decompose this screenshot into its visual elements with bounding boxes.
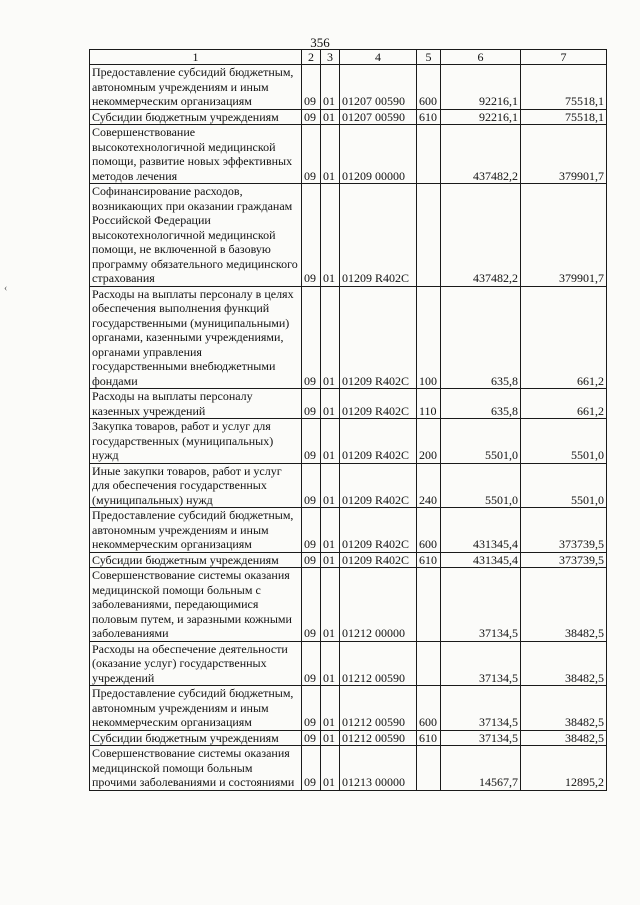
header-cell: 1	[90, 50, 302, 65]
target-item-cell: 01207 00590	[340, 109, 417, 125]
scan-mark: ‹	[4, 283, 8, 294]
section-code-cell: 09	[302, 463, 321, 508]
row-name-cell: Совершенствование системы оказания медицинской помощи больным прочими заболеваниями и состояниями	[90, 746, 302, 791]
section-code-cell: 09	[302, 568, 321, 642]
section-code-cell: 09	[302, 641, 321, 686]
target-item-cell: 01209 R402C	[340, 184, 417, 287]
table-row	[90, 65, 607, 110]
amount-col7-cell: 38482,5	[521, 568, 607, 642]
expense-type-cell	[417, 641, 441, 686]
section-code-cell: 09	[302, 686, 321, 731]
amount-col6-cell: 5501,0	[441, 463, 521, 508]
row-name-cell: Расходы на выплаты персоналу казенных учреждений	[90, 389, 302, 419]
subsection-code-cell: 01	[321, 552, 340, 568]
table-row	[90, 686, 607, 731]
table-row	[90, 125, 607, 184]
table-row	[90, 641, 607, 686]
expense-type-cell: 610	[417, 109, 441, 125]
row-name-cell: Закупка товаров, работ и услуг для государственных (муниципальных) нужд	[90, 419, 302, 464]
expense-type-cell: 100	[417, 286, 441, 389]
expense-type-cell	[417, 125, 441, 184]
table-row	[90, 109, 607, 125]
table-row	[90, 389, 607, 419]
section-code-cell: 09	[302, 552, 321, 568]
amount-col6-cell: 92216,1	[441, 109, 521, 125]
header-cell: 7	[521, 50, 607, 65]
amount-col7-cell: 5501,0	[521, 419, 607, 464]
row-name-cell: Предоставление субсидий бюджетным, автономным учреждениям и иным некоммерческим организациям	[90, 65, 302, 110]
amount-col7-cell: 75518,1	[521, 65, 607, 110]
expense-type-cell: 610	[417, 730, 441, 746]
page-number: 356	[310, 35, 330, 50]
table-row	[90, 419, 607, 464]
target-item-cell: 01209 R402C	[340, 286, 417, 389]
amount-col7-cell: 38482,5	[521, 730, 607, 746]
target-item-cell: 01213 00000	[340, 746, 417, 791]
expense-type-cell: 200	[417, 419, 441, 464]
subsection-code-cell: 01	[321, 568, 340, 642]
table-row	[90, 463, 607, 508]
table-row	[90, 730, 607, 746]
amount-col7-cell: 379901,7	[521, 125, 607, 184]
amount-col7-cell: 373739,5	[521, 552, 607, 568]
subsection-code-cell: 01	[321, 389, 340, 419]
expense-type-cell	[417, 746, 441, 791]
row-name-cell: Софинансирование расходов, возникающих при оказании гражданам Российской Федерации высокотехнологичной медицинской помощи, не включенной в базовую программу обязательного медицинского страхования	[90, 184, 302, 287]
amount-col7-cell: 373739,5	[521, 508, 607, 553]
amount-col6-cell: 431345,4	[441, 552, 521, 568]
target-item-cell: 01212 00590	[340, 730, 417, 746]
target-item-cell: 01212 00590	[340, 686, 417, 731]
amount-col7-cell: 379901,7	[521, 184, 607, 287]
target-item-cell: 01209 R402C	[340, 389, 417, 419]
subsection-code-cell: 01	[321, 125, 340, 184]
target-item-cell: 01209 R402C	[340, 419, 417, 464]
amount-col6-cell: 37134,5	[441, 641, 521, 686]
expense-type-cell	[417, 568, 441, 642]
subsection-code-cell: 01	[321, 508, 340, 553]
target-item-cell: 01212 00590	[340, 641, 417, 686]
section-code-cell: 09	[302, 109, 321, 125]
subsection-code-cell: 01	[321, 730, 340, 746]
subsection-code-cell: 01	[321, 686, 340, 731]
table-row	[90, 508, 607, 553]
section-code-cell: 09	[302, 508, 321, 553]
amount-col6-cell: 635,8	[441, 286, 521, 389]
expense-type-cell: 600	[417, 65, 441, 110]
header-row	[90, 50, 607, 65]
expense-type-cell: 240	[417, 463, 441, 508]
row-name-cell: Предоставление субсидий бюджетным, автономным учреждениям и иным некоммерческим организациям	[90, 686, 302, 731]
expense-type-cell	[417, 184, 441, 287]
section-code-cell: 09	[302, 65, 321, 110]
target-item-cell: 01209 R402C	[340, 508, 417, 553]
subsection-code-cell: 01	[321, 286, 340, 389]
subsection-code-cell: 01	[321, 419, 340, 464]
table-row	[90, 184, 607, 287]
amount-col7-cell: 75518,1	[521, 109, 607, 125]
expense-type-cell: 110	[417, 389, 441, 419]
amount-col6-cell: 437482,2	[441, 184, 521, 287]
row-name-cell: Субсидии бюджетным учреждениям	[90, 109, 302, 125]
table-row	[90, 746, 607, 791]
row-name-cell: Субсидии бюджетным учреждениям	[90, 730, 302, 746]
target-item-cell: 01209 R402C	[340, 463, 417, 508]
subsection-code-cell: 01	[321, 641, 340, 686]
row-name-cell: Иные закупки товаров, работ и услуг для обеспечения государственных (муниципальных) нужд	[90, 463, 302, 508]
row-name-cell: Совершенствование высокотехнологичной медицинской помощи, развитие новых эффективных методов лечения	[90, 125, 302, 184]
target-item-cell: 01209 00000	[340, 125, 417, 184]
expense-type-cell: 600	[417, 686, 441, 731]
section-code-cell: 09	[302, 746, 321, 791]
header-cell: 2	[302, 50, 321, 65]
section-code-cell: 09	[302, 184, 321, 287]
section-code-cell: 09	[302, 419, 321, 464]
header-cell: 5	[417, 50, 441, 65]
header-cell: 3	[321, 50, 340, 65]
header-cell: 4	[340, 50, 417, 65]
target-item-cell: 01207 00590	[340, 65, 417, 110]
section-code-cell: 09	[302, 125, 321, 184]
table-row	[90, 552, 607, 568]
section-code-cell: 09	[302, 730, 321, 746]
budget-table	[89, 49, 607, 791]
expense-type-cell: 610	[417, 552, 441, 568]
amount-col6-cell: 14567,7	[441, 746, 521, 791]
row-name-cell: Расходы на выплаты персоналу в целях обеспечения выполнения функций государственными (муниципальными) органами, казенными учреждениями, органами управления государственными внебюджетными фондами	[90, 286, 302, 389]
target-item-cell: 01212 00000	[340, 568, 417, 642]
amount-col6-cell: 431345,4	[441, 508, 521, 553]
section-code-cell: 09	[302, 389, 321, 419]
amount-col6-cell: 37134,5	[441, 686, 521, 731]
amount-col6-cell: 437482,2	[441, 125, 521, 184]
row-name-cell: Субсидии бюджетным учреждениям	[90, 552, 302, 568]
amount-col6-cell: 37134,5	[441, 568, 521, 642]
amount-col6-cell: 92216,1	[441, 65, 521, 110]
amount-col7-cell: 5501,0	[521, 463, 607, 508]
amount-col6-cell: 635,8	[441, 389, 521, 419]
expense-type-cell: 600	[417, 508, 441, 553]
amount-col7-cell: 661,2	[521, 389, 607, 419]
subsection-code-cell: 01	[321, 746, 340, 791]
table-row	[90, 286, 607, 389]
amount-col7-cell: 661,2	[521, 286, 607, 389]
row-name-cell: Совершенствование системы оказания медицинской помощи больным с заболеваниями, передающимися половым путем, и заразными кожными заболеваниями	[90, 568, 302, 642]
amount-col7-cell: 38482,5	[521, 641, 607, 686]
amount-col7-cell: 38482,5	[521, 686, 607, 731]
amount-col7-cell: 12895,2	[521, 746, 607, 791]
row-name-cell: Расходы на обеспечение деятельности (оказание услуг) государственных учреждений	[90, 641, 302, 686]
subsection-code-cell: 01	[321, 184, 340, 287]
subsection-code-cell: 01	[321, 109, 340, 125]
section-code-cell: 09	[302, 286, 321, 389]
subsection-code-cell: 01	[321, 65, 340, 110]
amount-col6-cell: 37134,5	[441, 730, 521, 746]
amount-col6-cell: 5501,0	[441, 419, 521, 464]
header-cell: 6	[441, 50, 521, 65]
target-item-cell: 01209 R402C	[340, 552, 417, 568]
row-name-cell: Предоставление субсидий бюджетным, автономным учреждениям и иным некоммерческим организациям	[90, 508, 302, 553]
subsection-code-cell: 01	[321, 463, 340, 508]
table-row	[90, 568, 607, 642]
